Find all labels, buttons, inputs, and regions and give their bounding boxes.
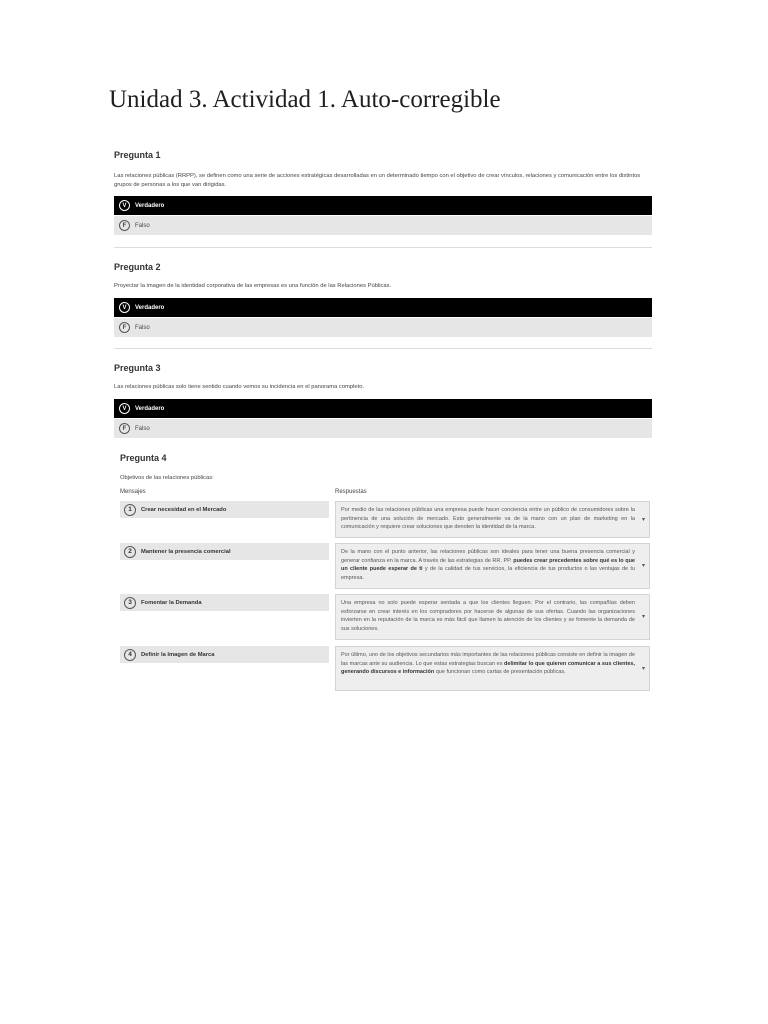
question-2 (114, 262, 652, 338)
match-term-label: Mantener la presencia comercial (141, 548, 231, 555)
answer-select-4[interactable] (335, 646, 650, 691)
answer-text-run: Una empresa no solo puede esperar sentada a que los clientes lleguen. Por el contrario, las compañías deben esforzarse en crear interés en los compradores por hacerse de algunas de sus ofertas. Cuando las organizaciones invierten en la reputación de la marca es más fácil que llamen la atención de los clientes y se fomente la demanda de sus soluciones. (341, 600, 635, 632)
answer-text-run: Por último, uno de los objetivos secundarios más importantes de las relaciones públicas consiste en definir la imagen de las marcas ante su audiencia. Lo que estas estrategias buscan es (341, 652, 635, 667)
answer-text (341, 600, 635, 632)
answer-text-run: que funcionan como cartas de presentación públicas. (434, 669, 566, 676)
option-letter-v: V (119, 302, 130, 313)
answer-text-run: Por medio de las relaciones públicas una empresa puede hacer conciencia entre un público de consumidores sobre la pertinencia de una solución de mercado. Esto generalmente va de la mano con un plan de marketing en la comunicación y requiere crear soluciones que denoten la identidad de la marca. (341, 507, 635, 531)
answer-text (341, 507, 635, 530)
answer-text-run: y de la calidad de tus servicios, la eficiencia de tus productos o las ventajas de tu empresa. (341, 566, 635, 581)
chevron-down-icon[interactable]: ▾ (641, 516, 645, 523)
page-title: Unidad 3. Actividad 1. Auto-corregible (109, 86, 501, 113)
question-text: Las relaciones públicas solo tiene sentido cuando vemos su incidencia en el panorama completo. (114, 384, 365, 390)
option-label: Verdadero (135, 405, 165, 412)
answer-text (341, 652, 635, 675)
column-header-mensajes: Mensajes (120, 489, 146, 495)
chevron-down-icon[interactable]: ▾ (641, 614, 645, 620)
column-header-respuestas: Respuestas (335, 489, 367, 495)
option-falso[interactable] (114, 318, 652, 337)
match-term-2[interactable] (120, 543, 329, 560)
answer-text-bold: puedes crear precedentes sobre qué es lo que un cliente puede esperar de ti (341, 557, 635, 573)
option-label: Falso (135, 222, 150, 229)
chevron-down-icon[interactable]: ▾ (641, 563, 645, 569)
answer-select-1[interactable] (335, 501, 650, 538)
option-letter-f: F (119, 322, 130, 333)
question-text: Proyectar la imagen de la identidad corporativa de las empresas es una función de las Relaciones Públicas. (114, 283, 392, 289)
match-number: 1 (124, 504, 136, 516)
match-number: 2 (124, 546, 136, 558)
option-label: Falso (135, 425, 150, 432)
question-heading: Pregunta 4 (120, 453, 167, 463)
option-verdadero[interactable] (114, 298, 652, 317)
option-falso[interactable] (114, 419, 652, 438)
question-text: Las relaciones públicas (RRPP), se definen como una serie de acciones estratégicas desarrolladas en un determinado tiempo con el objetivo de crear vínculos, relaciones y comunicación entre los distintos grupos de personas a los que van dirigidas. (114, 173, 641, 188)
match-number: 3 (124, 597, 136, 609)
chevron-down-icon[interactable]: ▾ (641, 665, 645, 672)
answer-text-bold: delimitar lo que quieren comunicar a sus clientes, generando discursos e información (341, 660, 635, 676)
match-term-label: Definir la Imagen de Marca (141, 651, 215, 658)
option-letter-v: V (119, 403, 130, 414)
option-label: Verdadero (135, 304, 165, 311)
question-3 (114, 363, 652, 439)
answer-select-3[interactable] (335, 594, 650, 640)
question-heading: Pregunta 3 (114, 363, 161, 373)
option-letter-v: V (119, 200, 130, 211)
answer-text (341, 549, 635, 581)
option-letter-f: F (119, 220, 130, 231)
option-label: Verdadero (135, 202, 165, 209)
question-text: Objetivos de las relaciones públicas: (120, 475, 214, 481)
match-term-1[interactable] (120, 501, 329, 518)
option-letter-f: F (119, 423, 130, 434)
question-heading: Pregunta 1 (114, 150, 161, 160)
match-term-label: Fomentar la Demanda (141, 599, 202, 606)
question-1 (114, 150, 652, 240)
match-term-label: Crear necesidad en el Mercado (141, 506, 227, 513)
answer-text-run: De la mano con el punto anterior, las relaciones públicas son ideales para tener una buena presencia comercial y generar confianza en la marca. A través de las estrategias de RR. PP. (341, 549, 635, 564)
match-number: 4 (124, 649, 136, 661)
question-divider (114, 247, 652, 248)
option-verdadero[interactable] (114, 399, 652, 418)
match-term-3[interactable] (120, 594, 329, 611)
option-verdadero[interactable] (114, 196, 652, 215)
match-term-4[interactable] (120, 646, 329, 663)
answer-select-2[interactable] (335, 543, 650, 589)
option-falso[interactable] (114, 216, 652, 235)
question-divider (114, 348, 652, 349)
option-label: Falso (135, 324, 150, 331)
question-heading: Pregunta 2 (114, 262, 161, 272)
